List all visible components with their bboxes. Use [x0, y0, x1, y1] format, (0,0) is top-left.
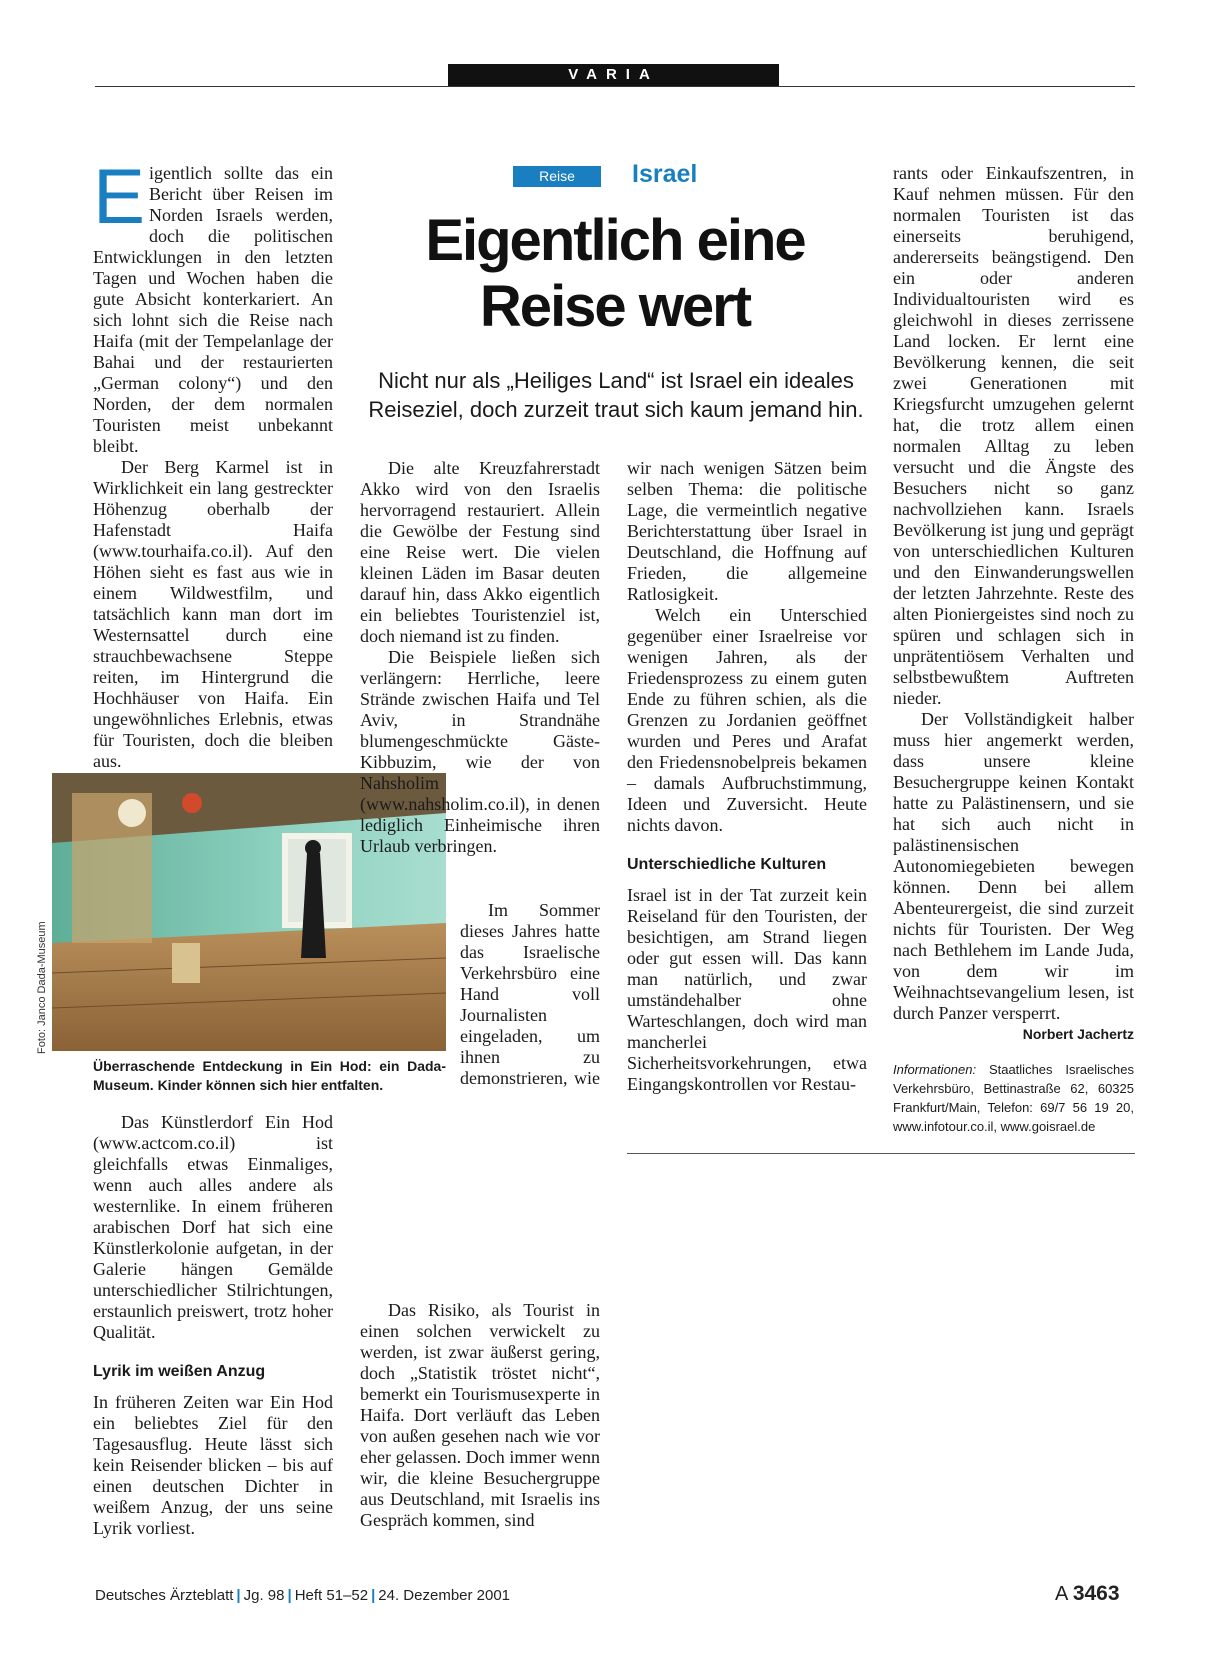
article-column-2-lower	[360, 1300, 600, 1531]
journal-issue: Heft 51–52	[294, 1587, 369, 1604]
footer-separator: |	[287, 1587, 292, 1604]
paragraph: Die alte Kreuzfahrerstadt Akko wird von den Israelis hervorragend restauriert. Allein die Gewölbe der Festung sind eine Reise wert. Die vielen kleinen Läden im Basar deuten darauf hin, dass Akko eigentlich ein beliebtes Touristenziel ist, doch niemand ist zu finden.	[360, 458, 600, 646]
subheading-lyrik: Lyrik im weißen Anzug	[93, 1363, 266, 1380]
section-banner: VARIA	[448, 64, 779, 86]
footer-separator: |	[236, 1587, 241, 1604]
footer-publication	[95, 1587, 510, 1604]
journal-date: 24. Dezember 2001	[378, 1587, 511, 1604]
topic-label: Israel	[632, 160, 698, 188]
info-box	[893, 1060, 1134, 1136]
paragraph: Der Berg Karmel ist in Wirklichkeit ein lang gestreckter Höhenzug oberhalb der Hafenstadt Haifa (www.tourhaifa.co.il). Auf den Höhen sieht es fast aus wie in einem Wildwestfilm, und tatsächlich kann man dort im Westernsattel durch eine strauchbewachsene Steppe reiten, im Hintergrund die Hochhäuser von Haifa. Ein ungewöhnliches Erlebnis, etwas für Touristen, doch die bleiben aus.	[93, 457, 333, 771]
info-label: Informationen:	[893, 1062, 977, 1077]
article-column-1	[93, 152, 333, 772]
paragraph: Im Sommer dieses Jahres hatte das Israelische Verkehrsbüro eine Hand voll Journalisten eingeladen, um ihnen zu demonstrieren, wie	[460, 900, 600, 1088]
journal-volume: Jg. 98	[243, 1587, 285, 1604]
photo-caption: Überraschende Entdeckung in Ein Hod: ein Dada-Museum. Kinder können sich hier entfalten.	[93, 1058, 446, 1093]
info-text: Staatliches Israelisches Verkehrsbüro, Bettinastraße 62, 60325 Frankfurt/Main, Telefon: 69/7 56 19 20, www.infotour.co.il, www.goisrael.de	[893, 1062, 1134, 1134]
paragraph: Das Künstlerdorf Ein Hod (www.actcom.co.il) ist gleichfalls etwas Einmaliges, wenn auch alles andere als westernlike. In einem früheren arabischen Dorf hat sich eine Künstlerkolonie aufgetan, in der Galerie hängen Gemälde unterschiedlicher Stilrichtungen, erstaunlich preiswert, trotz hoher Qualität.	[93, 1112, 333, 1342]
info-rule	[627, 1153, 1135, 1154]
paragraph: Israel ist in der Tat zurzeit kein Reiseland für den Touristen, der besichtigen, am Strand liegen oder gut essen will. Das kann man natürlich, und zwar umständehalber ohne Warteschlangen, doch wird man mancherlei Sicherheitsvorkehrungen, etwa Eingangskontrollen vor Restau-	[627, 885, 867, 1094]
paragraph: Die Beispiele ließen sich verlängern: Herrliche, leere Strände zwischen Haifa und Tel Aviv, in Strandnähe blumengeschmückte Gäste-Kibbuzim, wie der von Nahsholim (www.nahsholim.co.il), in denen lediglich Einheimische ihren Urlaub verbringen.	[360, 647, 600, 856]
article-column-2	[360, 458, 600, 857]
headline	[340, 208, 890, 340]
footer-separator: |	[371, 1587, 376, 1604]
headline-line-1: Eigentlich eine	[425, 208, 805, 273]
paragraph: In früheren Zeiten war Ein Hod ein beliebtes Ziel für den Tagesausflug. Heute lässt sich kein Reisender blicken – bis auf einen deutschen Dichter in weißem Anzug, der uns seine Lyrik vorliest.	[93, 1392, 333, 1538]
intro-text: igentlich sollte das ein Bericht über Reisen im Norden Israels werden, doch die politischen Entwicklungen in den letzten Tagen und Wochen haben die gute Absicht konterkariert. An sich lohnt sich die Reise nach Haifa (mit der Tempelanlage der Bahai und der restaurierten „German colony“) und den Norden, der dem normalen Touristen meist unbekannt bleibt.	[93, 163, 333, 456]
dek: Nicht nur als „Heiliges Land“ ist Israel ein ideales Reiseziel, doch zurzeit traut sich kaum jemand hin.	[368, 368, 864, 422]
section-badge: Reise	[513, 166, 601, 187]
article-column-2-narrow	[460, 900, 600, 1090]
paragraph: wir nach wenigen Sätzen beim selben Thema: die politische Lage, die vermeintlich negative Berichterstattung über Israel in Deutschland, die Hoffnung auf Frieden, die allgemeine Ratlosigkeit.	[627, 458, 867, 604]
paragraph: Welch ein Unterschied gegenüber einer Israelreise vor wenigen Jahren, als der Friedensprozess zu einem guten Ende zu führen schien, als die Grenzen zu Jordanien geöffnet wurden und Peres und Arafat den Friedensnobelpreis bekamen – damals Aufbruchstimmung, Ideen und Zuversicht. Heute nichts davon.	[627, 605, 867, 835]
headline-line-2: Reise wert	[479, 274, 751, 339]
article-column-3	[627, 458, 867, 1095]
page-number	[1055, 1582, 1120, 1606]
closing-text: Der Vollständigkeit halber muss hier angemerkt werden, dass unsere kleine Besuchergruppe keinen Kontakt hatte zu Palästinensern, und sie hat sich auch nicht in palästinensischen Autonomiegebieten bewegen können. Denn bei allem Abenteurergeist, die sind zurzeit nichts für Touristen. Der Weg nach Bethlehem im Lande Juda, von dem wir im Weihnachtsevangelium lesen, ist durch Panzer versperrt.	[893, 709, 1134, 1023]
header-rule	[95, 86, 1135, 87]
paragraph: Das Risiko, als Tourist in einen solchen verwickelt zu werden, ist zwar äußerst gering, doch „Statistik tröstet nicht“, bemerkt ein Tourismusexperte in Haifa. Dort verläuft das Leben von außen gesehen nach wie vor eher gelassen. Doch immer wenn wir, die kleine Besuchergruppe aus Deutschland, mit Israelis ins Gespräch kommen, sind	[360, 1300, 600, 1530]
drop-cap: E	[93, 152, 146, 240]
paragraph	[893, 709, 1134, 1042]
page-number-value: 3463	[1072, 1582, 1120, 1605]
article-column-1-continued	[93, 1112, 333, 1539]
paragraph: rants oder Einkaufszentren, in Kauf nehmen müssen. Für den normalen Touristen ist das einerseits beruhigend, andererseits beängstigend. Den ein oder anderen Individualtouristen wird es gleichwohl in dieses zerrissene Land locken. Er lernt eine Bevölkerung kennen, die seit zwei Generationen mit Kriegsfurcht umzugehen gelernt hat, die trotz allem einen normalen Alltag zu leben versucht und die Ängste des Besuchers nicht so ganz nachvollziehen kann. Israels Bevölkerung ist jung und geprägt von unterschiedlichen Kulturen und den Einwanderungswellen der letzten Jahrzehnte. Reste des alten Pioniergeistes sind noch zu spüren und schlagen sich in unprätentiösem Verhalten und selbstbewußtem Auftreten nieder.	[893, 163, 1134, 708]
page-prefix: A	[1055, 1583, 1068, 1605]
author-byline: Norbert Jachertz	[1022, 1026, 1134, 1042]
article-column-4	[893, 163, 1134, 1045]
subheading-kulturen: Unterschiedliche Kulturen	[627, 856, 827, 873]
photo-credit: Foto: Janco Dada-Museum	[36, 921, 48, 1054]
intro-paragraph	[93, 152, 333, 457]
journal-name: Deutsches Ärzteblatt	[95, 1587, 234, 1604]
